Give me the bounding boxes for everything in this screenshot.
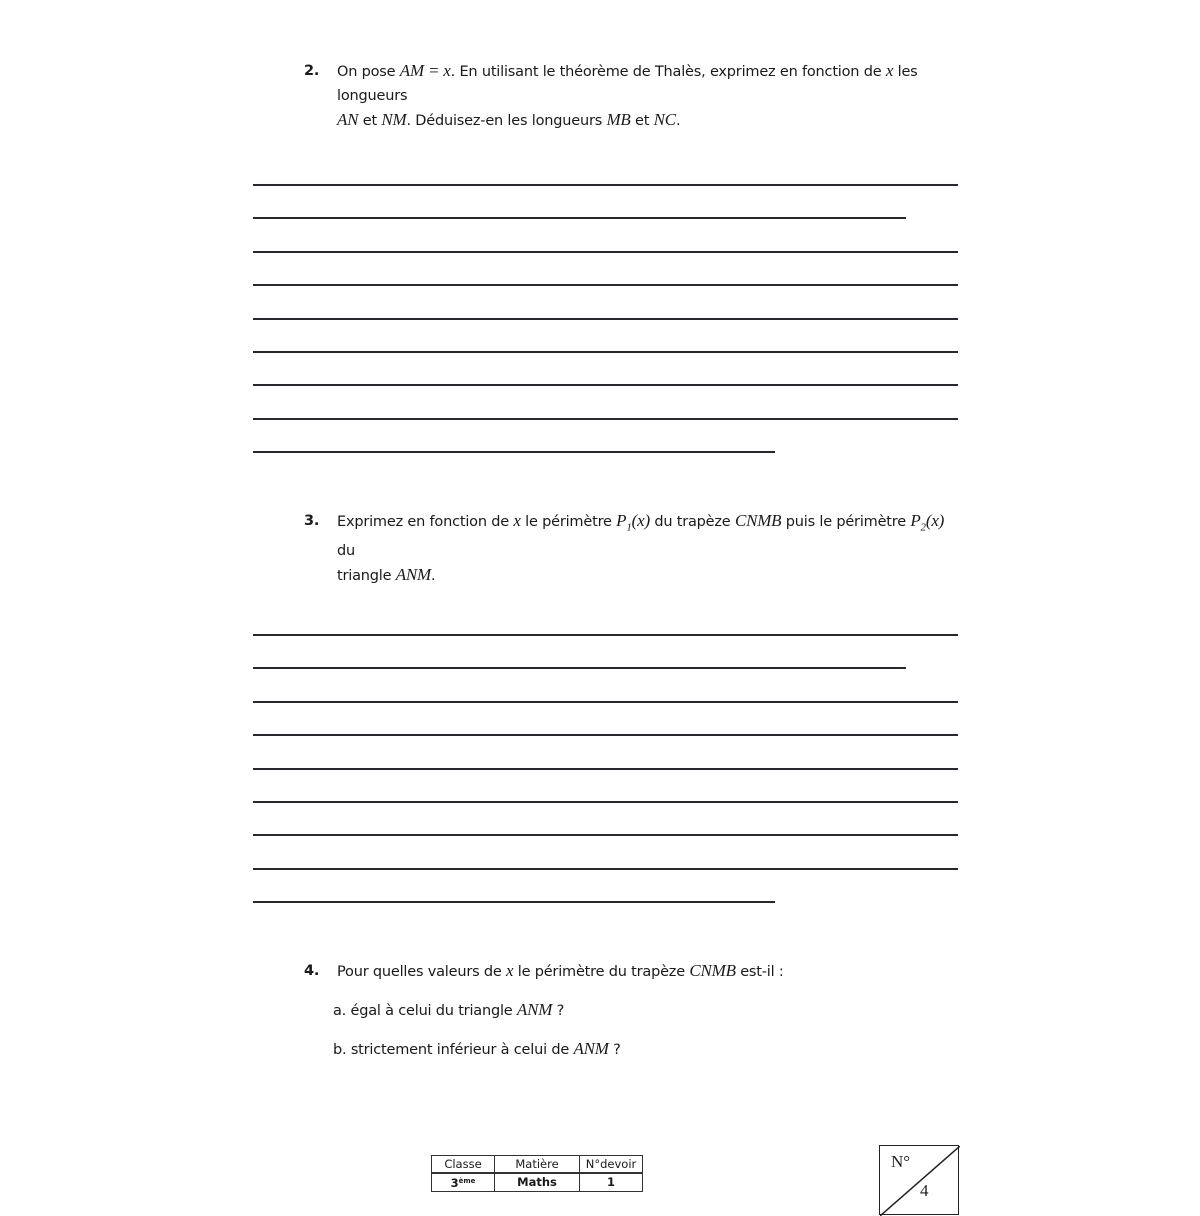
text: On pose [337, 64, 400, 80]
question-4 [304, 959, 964, 984]
sub-question-a [333, 998, 564, 1023]
question-line-1 [337, 509, 964, 563]
text: . [675, 113, 681, 129]
math-var: ANM [516, 1000, 553, 1019]
answer-line[interactable] [253, 418, 958, 420]
answer-line[interactable] [253, 251, 958, 253]
answer-line[interactable] [253, 667, 906, 669]
page-number-box [879, 1145, 959, 1215]
answer-line[interactable] [253, 451, 775, 453]
answer-line[interactable] [253, 184, 958, 186]
classe-suffix: ème [458, 1177, 476, 1185]
table-row [432, 1173, 643, 1192]
text: Pour quelles valeurs de [337, 964, 506, 980]
subscript: 2 [920, 521, 926, 534]
text: . En utilisant le théorème de Thalès, exprimez en fonction de [450, 64, 886, 80]
text: b. strictement inférieur à celui de [333, 1042, 574, 1058]
text: . Déduisez-en les longueurs [406, 113, 607, 129]
text: puis le périmètre [781, 514, 911, 530]
question-text [337, 509, 964, 588]
math-var: ANM [395, 565, 432, 585]
info-table [431, 1155, 643, 1192]
answer-line[interactable] [253, 634, 958, 636]
question-line-2 [337, 108, 964, 133]
text: et [630, 113, 654, 129]
header-matiere: Matière [495, 1156, 580, 1174]
math-func [910, 511, 945, 534]
sub-question-b [333, 1037, 621, 1062]
text: le périmètre du trapèze [513, 964, 690, 980]
answer-line[interactable] [253, 801, 958, 803]
value-classe [432, 1173, 495, 1192]
answer-line[interactable] [253, 901, 775, 903]
func-name: P [616, 511, 627, 530]
math-var: AN [337, 110, 359, 129]
subscript: 1 [626, 521, 632, 534]
value-matiere: Maths [495, 1173, 580, 1192]
answer-line[interactable] [253, 284, 958, 286]
answer-line[interactable] [253, 768, 958, 770]
answer-line[interactable] [253, 734, 958, 736]
question-line-1 [337, 59, 964, 108]
answer-line[interactable] [253, 868, 958, 870]
text: . [431, 568, 436, 585]
func-arg: (x) [631, 511, 650, 530]
answer-line[interactable] [253, 318, 958, 320]
question-text [337, 59, 964, 133]
header-classe: Classe [432, 1156, 495, 1174]
math-var: NC [653, 110, 676, 129]
text: a. égal à celui du triangle [333, 1003, 517, 1019]
classe-number: 3 [450, 1176, 459, 1190]
text: les longueurs [337, 64, 918, 104]
question-3 [304, 509, 964, 588]
math-var: x [885, 61, 894, 80]
math-var: NM [381, 110, 407, 129]
math-var: CNMB [734, 511, 782, 530]
value-devoir: 1 [580, 1173, 643, 1192]
question-number: 4. [304, 963, 320, 979]
math-var: MB [606, 110, 631, 129]
func-arg: (x) [925, 511, 945, 530]
question-number: 2. [304, 63, 320, 79]
answer-line[interactable] [253, 834, 958, 836]
text: ? [552, 1003, 565, 1019]
text: du [337, 543, 355, 560]
table-header-row [432, 1156, 643, 1174]
text: ? [608, 1042, 621, 1058]
math-var: CNMB [689, 961, 736, 980]
math-expr: AM = x [399, 61, 451, 80]
answer-line[interactable] [253, 701, 958, 703]
answer-line[interactable] [253, 384, 958, 386]
text: triangle [337, 568, 396, 585]
func-name: P [910, 511, 921, 530]
answer-line[interactable] [253, 217, 906, 219]
question-2 [304, 59, 964, 133]
page-number-value: 4 [920, 1181, 929, 1200]
math-var: x [505, 961, 514, 980]
math-var: x [513, 511, 521, 530]
page-number-label: N° [891, 1152, 911, 1171]
question-line-2 [337, 563, 964, 588]
text: du trapèze [649, 514, 735, 530]
math-func [616, 511, 650, 534]
text: Exprimez en fonction de [337, 514, 514, 530]
text: et [358, 113, 382, 129]
question-number: 3. [304, 513, 320, 529]
header-devoir: N°devoir [580, 1156, 643, 1174]
answer-line[interactable] [253, 351, 958, 353]
question-text [337, 959, 964, 984]
text: le périmètre [520, 514, 617, 530]
text: est-il : [735, 964, 784, 980]
math-var: ANM [573, 1039, 609, 1058]
